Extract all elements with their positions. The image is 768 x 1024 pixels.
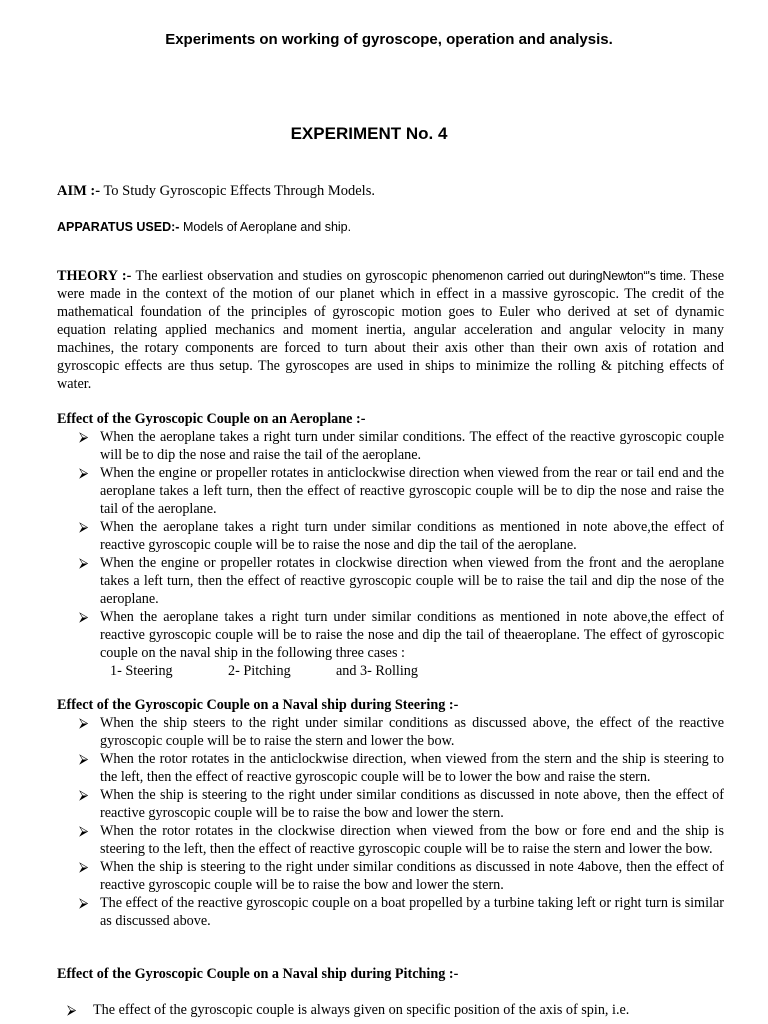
- list-item: ⮚ When the ship steers to the right under similar conditions as discussed above, the effect of the reactive gyroscopic couple will be to raise the stern and lower the bow.: [79, 715, 724, 749]
- aim-line: [57, 183, 375, 200]
- list-item: ⮚ When the aeroplane takes a right turn under similar conditions as mentioned in note above,the effect of reactive gyroscopic couple will be to raise the nose and dip the tail of the aeroplane.: [79, 519, 724, 553]
- experiment-title: EXPERIMENT No. 4: [290, 124, 448, 143]
- case-steering: 1- Steering: [110, 663, 173, 679]
- theory-text-narrow: phenomenon carried out duringNewton“'s time.: [431, 269, 686, 283]
- document-title: Experiments on working of gyroscope, operation and analysis.: [165, 31, 613, 48]
- aeroplane-list: [57, 428, 724, 680]
- list-item: ⮚ When the aeroplane takes a right turn under similar conditions as mentioned in note above,the effect of reactive gyroscopic couple will be to raise the nose and dip the tail of theaeroplane. The effect of gyroscopic couple on the naval ship in the following three cases : 1- Steering 2- Pitching and 3- Rolling: [79, 609, 724, 679]
- theory-text-start: The earliest observation and studies on gyroscopic: [131, 268, 432, 284]
- list-item: ⮚ When the aeroplane takes a right turn under similar conditions. The effect of the reactive gyroscopic couple will be to dip the nose and raise the tail of the aeroplane.: [79, 429, 724, 463]
- list-item: ⮚ When the rotor rotates in the clockwise direction when viewed from the bow or fore end and the ship is steering to the left, then the effect of reactive gyroscopic couple will be to raise the stern and lower the bow.: [79, 823, 724, 857]
- steering-heading: Effect of the Gyroscopic Couple on a Naval ship during Steering :-: [57, 697, 459, 713]
- pitching-heading: Effect of the Gyroscopic Couple on a Naval ship during Pitching :-: [57, 966, 459, 982]
- case-rolling: and 3- Rolling: [336, 663, 418, 679]
- cases-line: [100, 662, 724, 680]
- list-item: ⮚ When the ship is steering to the right under similar conditions as discussed in note 4above, then the effect of reactive gyroscopic couple will be to raise the bow and lower the stern.: [79, 859, 724, 893]
- arrow-bullet-icon: ⮚: [79, 609, 89, 624]
- arrow-bullet-icon: ⮚: [79, 715, 89, 730]
- list-item: ⮚ When the engine or propeller rotates in clockwise direction when viewed from the front and the aeroplane takes a left turn, then the effect of reactive gyroscopic couple will be to raise the tail and dip the nose of the aeroplane.: [79, 555, 724, 607]
- steering-list: [57, 714, 724, 930]
- pitching-list: [57, 1001, 724, 1019]
- case-pitching: 2- Pitching: [228, 663, 291, 679]
- arrow-bullet-icon: ⮚: [79, 895, 89, 910]
- apparatus-text: Models of Aeroplane and ship.: [179, 220, 352, 234]
- list-item: ⮚ The effect of the reactive gyroscopic couple on a boat propelled by a turbine taking left or right turn is similar as discussed above.: [79, 895, 724, 929]
- arrow-bullet-icon: ⮚: [79, 519, 89, 534]
- apparatus-label: APPARATUS USED:-: [57, 220, 180, 234]
- arrow-bullet-icon: ⮚: [79, 465, 89, 480]
- arrow-bullet-icon: ⮚: [79, 555, 89, 570]
- list-item: ⮚ When the rotor rotates in the anticlockwise direction, when viewed from the stern and the ship is steering to the left, then the effect of reactive gyroscopic couple will be to lower the bow and raise the stern.: [79, 751, 724, 785]
- list-item: ⮚ When the engine or propeller rotates in anticlockwise direction when viewed from the rear or tail end and the aeroplane takes a left turn, then the effect of reactive gyroscopic couple will be to dip the nose and raise the tail of the aeroplane.: [79, 465, 724, 517]
- theory-paragraph: [57, 267, 724, 393]
- arrow-bullet-icon: ⮚: [79, 823, 89, 838]
- arrow-bullet-icon: ⮚: [79, 787, 89, 802]
- aim-text: To Study Gyroscopic Effects Through Models.: [100, 183, 375, 199]
- list-item: ⮚ When the ship is steering to the right under similar conditions as discussed in note above, then the effect of reactive gyroscopic couple will be to raise the bow and lower the stern.: [79, 787, 724, 821]
- aeroplane-heading: Effect of the Gyroscopic Couple on an Aeroplane :-: [57, 411, 366, 427]
- arrow-bullet-icon: ⮚: [79, 429, 89, 444]
- apparatus-line: [57, 220, 351, 234]
- arrow-bullet-icon: ⮚: [67, 1002, 77, 1017]
- arrow-bullet-icon: ⮚: [79, 751, 89, 766]
- theory-label: THEORY :-: [57, 268, 132, 284]
- aim-label: AIM :-: [57, 183, 101, 199]
- arrow-bullet-icon: ⮚: [79, 859, 89, 874]
- theory-text-rest: These were made in the context of the motion of our planet which in effect in a massive gyroscopic. The credit of the mathematical foundation of the principles of gyroscopic motion goes to Euler who derived at set of dynamic equation relating applied mechanics and moment inertia, angular acceleration and angular velocity in many machines, the rotary components are forced to turn about their axis other than their own axis of rotation and gyroscopic effects are thus setup. The gyroscopes are used in ships to minimize the rolling & pitching effects of water.: [57, 268, 724, 392]
- list-item: ⮚ The effect of the gyroscopic couple is always given on specific position of the axis of spin, i.e.: [67, 1002, 630, 1018]
